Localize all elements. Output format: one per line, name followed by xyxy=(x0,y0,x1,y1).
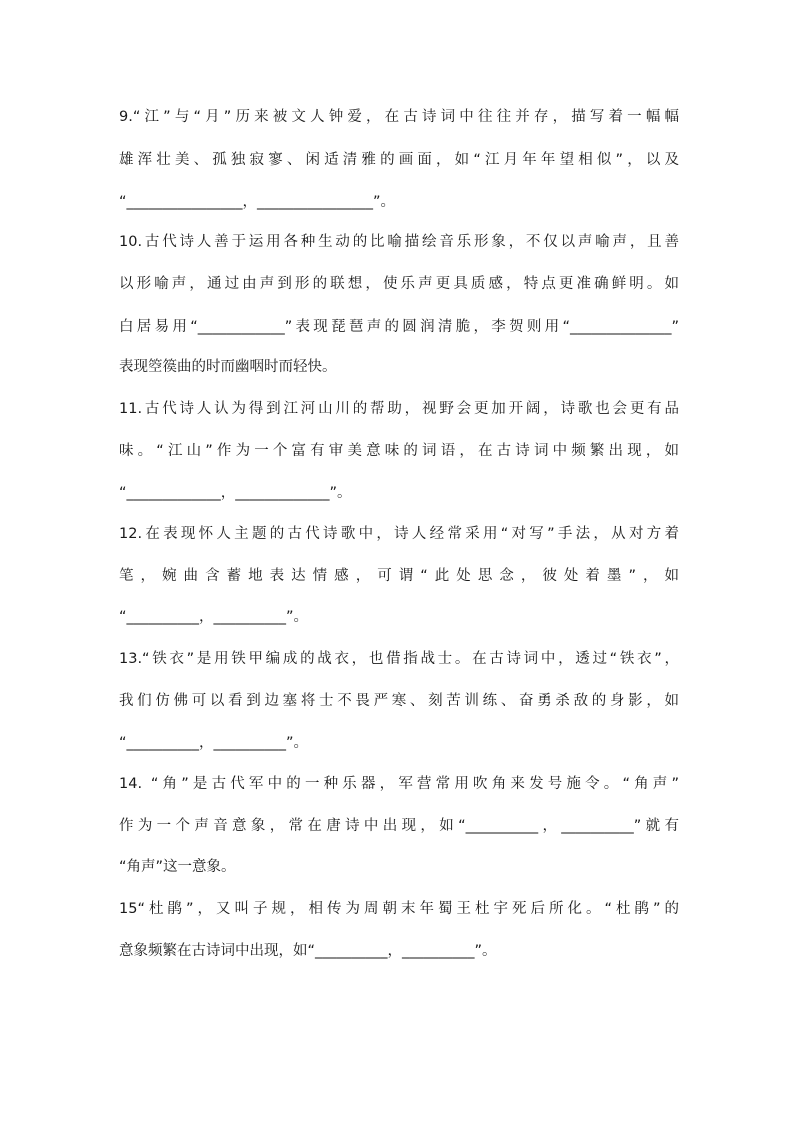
question-11-line-1: 11.古代诗人认为得到江河山川的帮助，视野会更加开阔，诗歌也会更有品 xyxy=(119,401,679,417)
question-9-line-1: 9.“江”与“月”历来被文人钟爱，在古诗词中往往并存，描写着一幅幅 xyxy=(119,109,679,125)
question-10-line-2: 以形喻声，通过由声到形的联想，使乐声更具质感，特点更准确鲜明。如 xyxy=(119,276,679,292)
question-15-line-1: 15“杜鹃”，又叫子规，相传为周朝末年蜀王杜宇死后所化。“杜鹃”的 xyxy=(119,901,679,917)
question-12-answer-blank: “__________，__________”。 xyxy=(119,609,309,625)
question-13-line-1: 13.“铁衣”是用铁甲编成的战衣，也借指战士。在古诗词中，透过“铁衣”， xyxy=(119,651,679,667)
question-14-line-3: “角声”这一意象。 xyxy=(119,859,236,875)
question-11-answer-blank: “_____________，_____________”。 xyxy=(119,485,352,501)
question-10-line-1: 10.古代诗人善于运用各种生动的比喻描绘音乐形象，不仅以声喻声，且善 xyxy=(119,234,679,250)
question-14-line-2: 作为一个声音意象，常在唐诗中出现，如“__________，__________”就有 xyxy=(119,818,679,834)
question-15-line-2: 意象频繁在古诗词中出现，如“__________，__________”。 xyxy=(119,943,497,959)
question-11-line-2: 味。“江山”作为一个富有审美意味的词语，在古诗词中频繁出现，如 xyxy=(119,443,679,459)
question-9-line-2: 雄浑壮美、孤独寂寥、闲适清雅的画面，如“江月年年望相似”，以及 xyxy=(119,152,679,168)
question-14-line-1: 14. “角”是古代军中的一种乐器，军营常用吹角来发号施令。“角声” xyxy=(119,776,679,792)
question-9-answer-blank: “________________，________________”。 xyxy=(119,194,396,210)
question-13-line-2: 我们仿佛可以看到边塞将士不畏严寒、刻苦训练、奋勇杀敌的身影，如 xyxy=(119,693,679,709)
question-10-line-4: 表现箜篌曲的时而幽咽时而轻快。 xyxy=(119,359,337,375)
question-10-line-3: 白居易用“____________”表现琵琶声的圆润清脆，李贺则用“______________” xyxy=(119,319,679,335)
question-12-line-2: 笔，婉曲含蓄地表达情感，可谓“此处思念，彼处着墨”，如 xyxy=(119,568,679,584)
question-12-line-1: 12.在表现怀人主题的古代诗歌中，诗人经常采用“对写”手法，从对方着 xyxy=(119,526,679,542)
question-13-answer-blank: “__________，__________”。 xyxy=(119,735,309,751)
